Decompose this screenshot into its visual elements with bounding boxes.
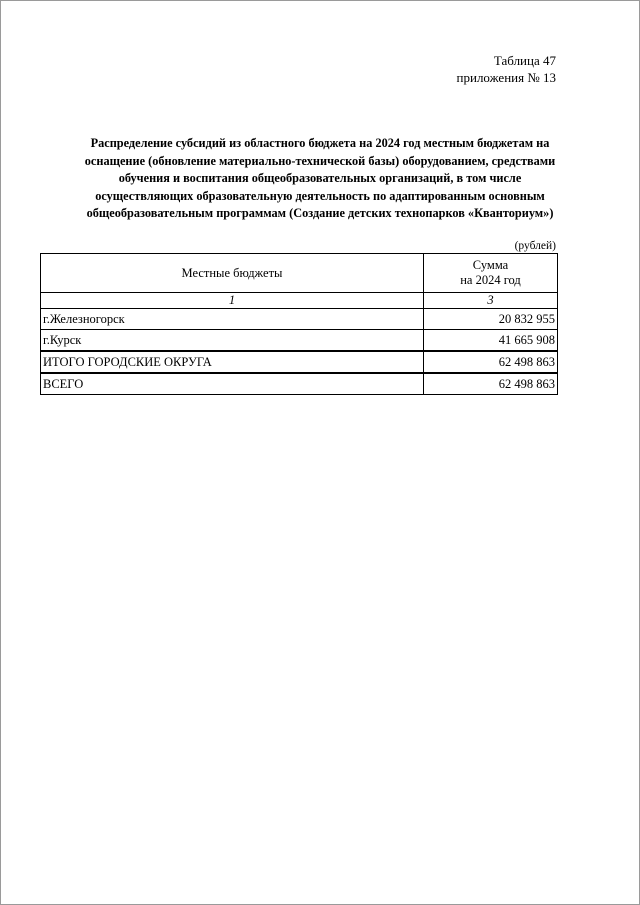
column-number-3: 3 — [424, 293, 558, 309]
appendix-label: приложения № 13 — [456, 70, 556, 85]
column-header-amount — [424, 254, 558, 293]
title-line: Распределение субсидий из областного бюджета на 2024 год местным бюджетам на — [90, 136, 550, 150]
budget-name: г.Курск — [41, 330, 424, 352]
table-row-subtotal — [41, 351, 558, 373]
title-line: общеобразовательным программам (Создание детских технопарков «Кванториум») — [86, 206, 554, 221]
table-row-total — [41, 373, 558, 395]
title-line: осуществляющих образовательную деятельность по адаптированным основным — [95, 188, 545, 203]
budget-name: г.Железногорск — [41, 309, 424, 330]
title-line: обучения и воспитания общеобразовательных организаций, в том числе — [118, 171, 522, 186]
document-title — [40, 135, 600, 223]
units-label: (рублей) — [514, 240, 556, 252]
amount-header-line2: на 2024 год — [460, 273, 521, 287]
column-number-1: 1 — [41, 293, 424, 309]
subtotal-amount: 62 498 863 — [424, 351, 558, 373]
budget-amount: 41 665 908 — [424, 330, 558, 352]
total-amount: 62 498 863 — [424, 373, 558, 395]
column-header-budgets: Местные бюджеты — [41, 254, 424, 293]
budget-amount: 20 832 955 — [424, 309, 558, 330]
table-header-row — [41, 254, 558, 293]
table-row — [41, 309, 558, 330]
table-row — [41, 330, 558, 352]
document-header — [457, 52, 556, 86]
budget-table — [40, 253, 558, 395]
total-label: ВСЕГО — [41, 373, 424, 395]
column-number-row — [41, 293, 558, 309]
title-line: оснащение (обновление материально-технической базы) оборудованием, средствами — [84, 153, 556, 168]
table-number-label: Таблица 47 — [493, 53, 556, 68]
amount-header-line1: Сумма — [472, 258, 509, 272]
subtotal-label: ИТОГО ГОРОДСКИЕ ОКРУГА — [41, 351, 424, 373]
